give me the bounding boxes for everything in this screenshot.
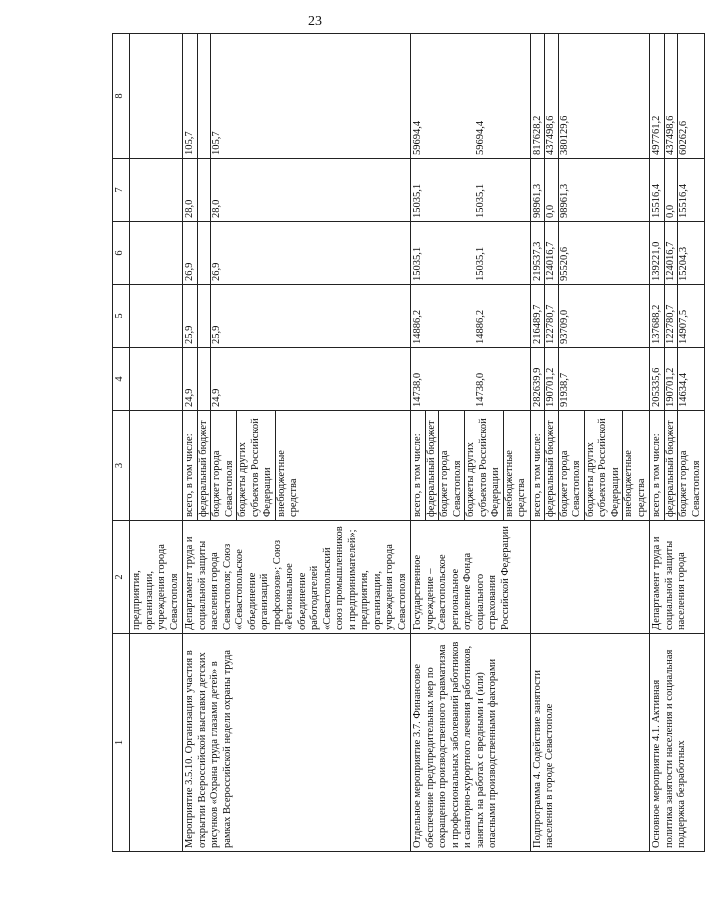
source-federal: федеральный бюджет bbox=[198, 411, 212, 520]
source-city: бюджет города Севастополя bbox=[678, 450, 702, 517]
cell-value bbox=[530, 348, 650, 411]
cell bbox=[130, 634, 183, 852]
table-row bbox=[183, 34, 411, 852]
source-total: всего, в том числе: bbox=[412, 411, 426, 520]
source-city: бюджет города Севастополя bbox=[439, 411, 465, 520]
cell-value bbox=[650, 159, 705, 222]
value: 60262,6 bbox=[678, 120, 689, 155]
value: 15035,1 bbox=[474, 183, 486, 218]
value: 15204,3 bbox=[678, 246, 689, 281]
cell-value bbox=[411, 348, 531, 411]
col-header-8: 8 bbox=[113, 34, 130, 159]
cell-value bbox=[650, 34, 705, 159]
value: 205335,6 bbox=[651, 348, 665, 410]
source-federal: федеральный бюджет bbox=[426, 411, 440, 520]
value: 14738,0 bbox=[474, 372, 486, 407]
cell-value bbox=[650, 348, 705, 411]
table-row bbox=[130, 34, 183, 852]
value: 124016,7 bbox=[545, 222, 559, 284]
cell-value bbox=[650, 285, 705, 348]
value: 282639,9 bbox=[532, 348, 546, 410]
value: 28,0 bbox=[184, 159, 198, 221]
value: 0,0 bbox=[545, 159, 559, 221]
cell-sources bbox=[183, 411, 411, 521]
col-header-2: 2 bbox=[113, 521, 130, 634]
value: 93709,0 bbox=[558, 309, 570, 344]
cell-value bbox=[530, 159, 650, 222]
source-city: бюджет города Севастополя bbox=[559, 411, 585, 520]
value: 24,9 bbox=[211, 388, 222, 407]
value: 28,0 bbox=[211, 199, 222, 218]
cell-value bbox=[530, 222, 650, 285]
value: 14886,2 bbox=[412, 309, 423, 344]
cell-measure: Мероприятие 3.5.10. Организация участия в открытии Всероссийской выставки детских рисунков «Охрана труда глазами детей» в рамках Всероссийской недели охраны труда bbox=[183, 634, 411, 852]
value bbox=[198, 159, 212, 221]
cell-executor: Государственное учреждение – Севастопольское региональное отделение Фонда социального страхования Российской Федерации bbox=[411, 521, 531, 634]
cell-value bbox=[183, 348, 411, 411]
table-row bbox=[411, 34, 531, 852]
cell bbox=[130, 159, 183, 222]
cell bbox=[130, 285, 183, 348]
cell-value bbox=[183, 159, 411, 222]
value: 105,7 bbox=[211, 131, 222, 155]
cell-sources bbox=[530, 411, 650, 521]
value: 190701,2 bbox=[545, 348, 559, 410]
budget-table bbox=[112, 33, 705, 852]
value: 437498,6 bbox=[545, 34, 559, 158]
cell-executor: Департамент труда и социальной защиты населения города Севастополя; Союз «Севастопольское объединение организаций профсоюзов»; Союз «Региональное объединение работодателей «Севастопольский союз промышленников и предпринимателей»; предприятия, организации, учреждения города Севастополя bbox=[183, 521, 411, 634]
source-city: бюджет города Севастополя bbox=[211, 411, 237, 520]
cell bbox=[130, 411, 183, 521]
value: 137688,2 bbox=[651, 285, 665, 347]
col-header-4: 4 bbox=[113, 348, 130, 411]
source-other-subjects: бюджеты других субъектов Российской Федерации bbox=[237, 411, 276, 520]
value: 139221,0 bbox=[651, 222, 665, 284]
cell-measure: Основное мероприятие 4.1. Активная политика занятости населения и социальная поддержка безработных bbox=[650, 634, 705, 852]
source-extrabudget: внебюджетные средства bbox=[275, 450, 299, 517]
value: 15516,4 bbox=[678, 183, 689, 218]
cell-executor: Департамент труда и социальной защиты населения города bbox=[650, 521, 705, 634]
table-row bbox=[530, 34, 650, 852]
cell bbox=[130, 34, 183, 159]
value: 122780,7 bbox=[665, 285, 679, 347]
value bbox=[198, 222, 212, 284]
col-header-6: 6 bbox=[113, 222, 130, 285]
cell bbox=[130, 348, 183, 411]
cell-value bbox=[183, 285, 411, 348]
col-header-1: 1 bbox=[113, 634, 130, 852]
value: 190701,2 bbox=[665, 348, 679, 410]
cell-value bbox=[530, 34, 650, 159]
cell bbox=[130, 222, 183, 285]
value: 95520,6 bbox=[558, 246, 570, 281]
rotated-table-container bbox=[112, 34, 702, 852]
source-other-subjects: бюджеты других субъектов Российской Федерации bbox=[465, 411, 504, 520]
source-federal: федеральный бюджет bbox=[545, 411, 559, 520]
value: 124016,7 bbox=[665, 222, 679, 284]
value: 24,9 bbox=[184, 348, 198, 410]
value: 216489,7 bbox=[532, 285, 546, 347]
page-number: 23 bbox=[308, 14, 322, 29]
source-total: всего, в том числе: bbox=[651, 411, 665, 520]
cell-measure: Отдельное мероприятие 3.7. Финансовое обеспечение предупредительных мер по сокращению производственного травматизма и профессиональных заболеваний работников и санаторно-курортного лечения работников, занятых на работах с вредными и (или) опасными производственными факторами bbox=[411, 634, 531, 852]
value: 59694,4 bbox=[412, 120, 423, 155]
value: 25,9 bbox=[184, 285, 198, 347]
value: 26,9 bbox=[184, 222, 198, 284]
col-header-5: 5 bbox=[113, 285, 130, 348]
value bbox=[198, 285, 212, 347]
cell-value bbox=[411, 285, 531, 348]
value: 219537,3 bbox=[532, 222, 546, 284]
value: 59694,4 bbox=[474, 120, 486, 155]
source-total: всего, в том числе: bbox=[184, 411, 198, 520]
value: 14886,2 bbox=[474, 309, 486, 344]
cell-executor: предприятия, организации, учреждения города Севастополя bbox=[130, 521, 183, 634]
value: 26,9 bbox=[211, 262, 222, 281]
source-extrabudget: внебюджетные средства bbox=[623, 450, 647, 517]
value: 437498,6 bbox=[665, 34, 679, 158]
col-header-3: 3 bbox=[113, 411, 130, 521]
value: 122780,7 bbox=[545, 285, 559, 347]
value: 98961,3 bbox=[558, 183, 570, 218]
cell-value bbox=[650, 222, 705, 285]
table-row bbox=[650, 34, 705, 852]
value bbox=[198, 34, 212, 158]
cell-value bbox=[411, 34, 531, 159]
cell-value bbox=[183, 222, 411, 285]
value: 14634,4 bbox=[678, 372, 689, 407]
cell-value bbox=[411, 159, 531, 222]
value: 105,7 bbox=[184, 34, 198, 158]
value: 817628,2 bbox=[532, 34, 546, 158]
source-federal: федеральный бюджет bbox=[665, 411, 679, 520]
cell-value bbox=[530, 285, 650, 348]
value: 25,9 bbox=[211, 325, 222, 344]
header-row bbox=[113, 34, 130, 852]
value: 15516,4 bbox=[651, 159, 665, 221]
value: 380129,6 bbox=[558, 115, 570, 155]
cell-sources bbox=[650, 411, 705, 521]
value: 15035,1 bbox=[412, 246, 423, 281]
source-total: всего, в том числе: bbox=[532, 411, 546, 520]
cell-measure: Подпрограмма 4. Содействие занятости населения в городе Севастополе bbox=[530, 634, 650, 852]
value: 14738,0 bbox=[412, 372, 423, 407]
value: 91938,7 bbox=[558, 372, 570, 407]
value: 0,0 bbox=[665, 159, 679, 221]
cell-value bbox=[411, 222, 531, 285]
value: 15035,1 bbox=[412, 183, 423, 218]
cell-value bbox=[183, 34, 411, 159]
col-header-7: 7 bbox=[113, 159, 130, 222]
value bbox=[198, 348, 212, 410]
value: 14907,5 bbox=[678, 309, 689, 344]
value: 98961,3 bbox=[532, 159, 546, 221]
cell-executor bbox=[530, 521, 650, 634]
source-other-subjects: бюджеты других субъектов Российской Федерации bbox=[585, 411, 624, 520]
value: 497761,2 bbox=[651, 34, 665, 158]
value: 15035,1 bbox=[474, 246, 486, 281]
source-extrabudget: внебюджетные средства bbox=[503, 450, 527, 517]
cell-sources bbox=[411, 411, 531, 521]
